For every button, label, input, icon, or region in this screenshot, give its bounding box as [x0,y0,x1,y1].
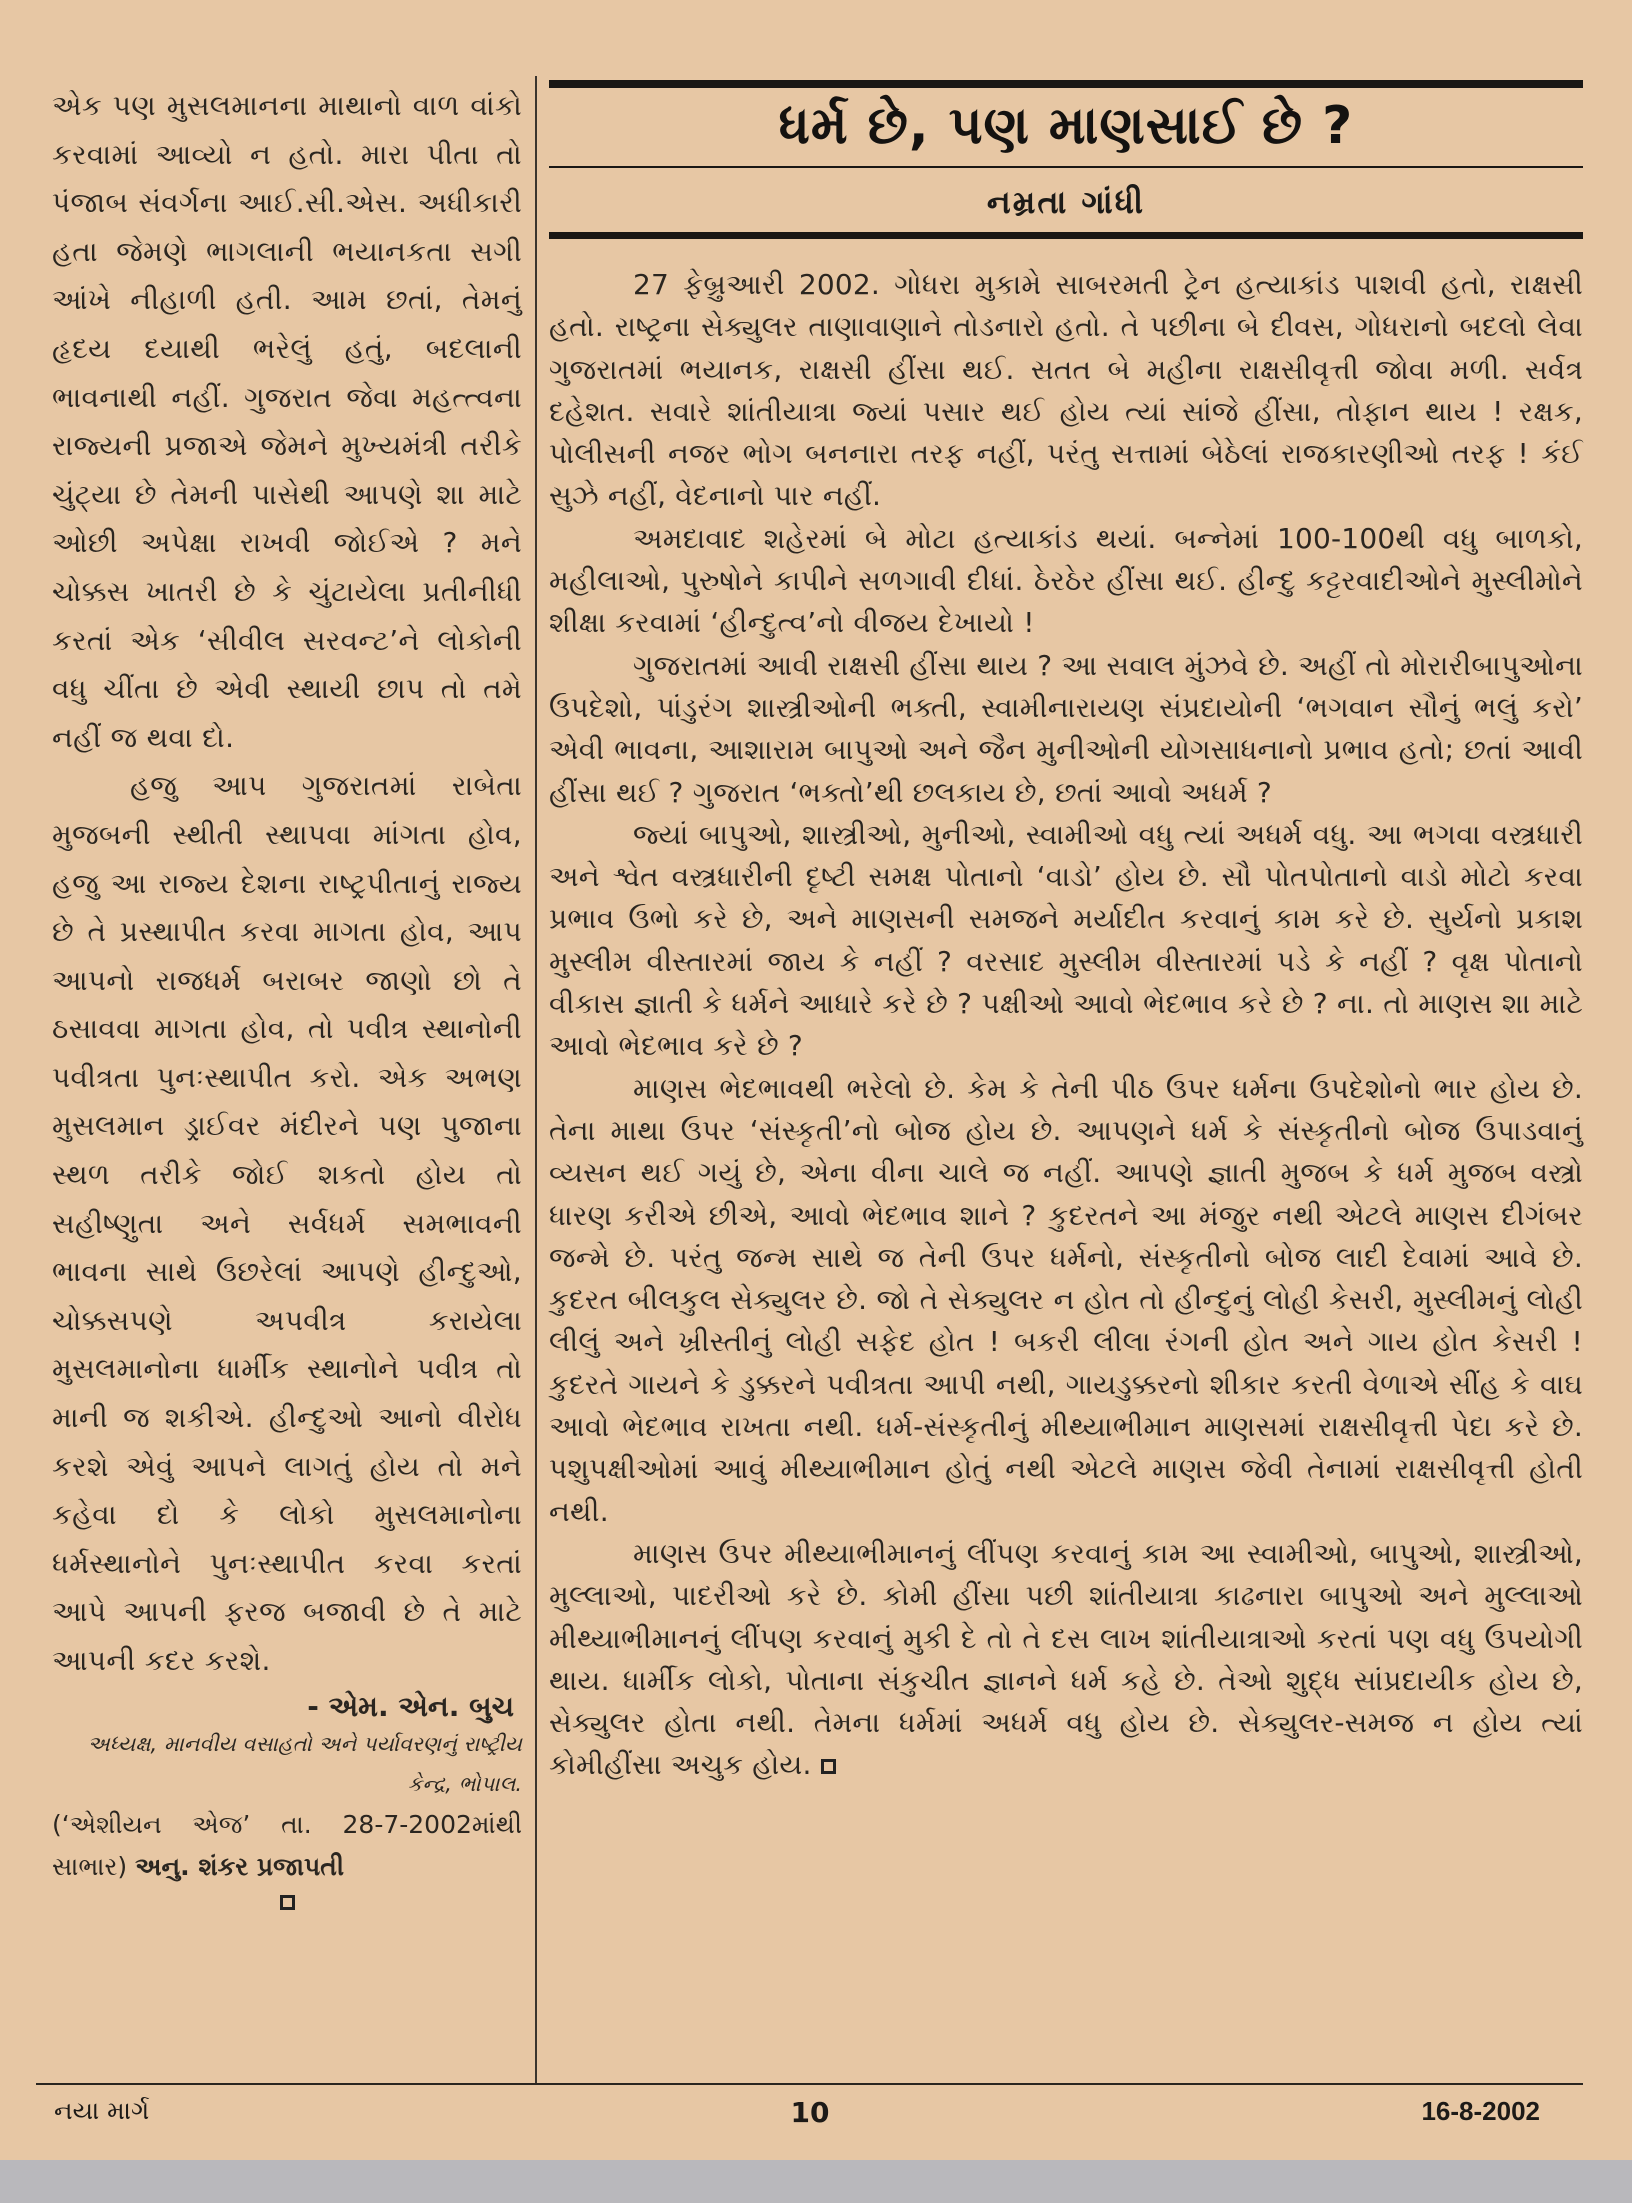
article-body [549,264,1583,1787]
article-paragraph-5: માણસ ભેદભાવથી ભરેલો છે. કેમ કે તેની પીઠ ઉપર ધર્મના ઉપદેશોનો ભાર હોય છે. તેના માથા ઉપર ‘સંસ્કૃતી’નો બોજ હોય છે. આપણને ધર્મ કે સંસ્કૃતીનો બોજ ઉપાડવાનું વ્યસન થઈ ગયું છે, એના વીના ચાલે જ નહીં. આપણે જ્ઞાતી મુજબ કે ધર્મ મુજબ વસ્ત્રો ધારણ કરીએ છીએ, આવો ભેદભાવ શાને ? કુદરતને આ મંજુર નથી એટલે માણસ દીગંબર જન્મે છે. પરંતુ જન્મ સાથે જ તેની ઉપર ધર્મનો, સંસ્કૃતીનો બોજ લાદી દેવામાં આવે છે. કુદરત બીલકુલ સેક્યુલર છે. જો તે સેક્યુલર ન હોત તો હીન્દુનું લોહી કેસરી, મુસ્લીમનું લોહી લીલું અને ખ્રીસ્તીનું લોહી સફેદ હોત ! બકરી લીલા રંગની હોત અને ગાય હોત કેસરી ! કુદરતે ગાયને કે ડુક્કરને પવીત્રતા આપી નથી, ગાયડુક્કરનો શીકાર કરતી વેળાએ સીંહ કે વાઘ આવો ભેદભાવ રાખતા નથી. ધર્મ-સંસ્કૃતીનું મીથ્યાભીમાન માણસમાં રાક્ષસીવૃત્તી પેદા કરે છે. પશુપક્ષીઓમાં આવું મીથ્યાભીમાન હોતું નથી એટલે માણસ જેવી તેનામાં રાક્ષસીવૃત્તી હોતી નથી. [549,1071,1583,1528]
end-square-icon [821,1759,836,1774]
column-divider [535,76,537,2083]
signature-affiliation: અધ્યક્ષ, માનવીય વસાહતો અને પર્યાવરણનું રાષ્ટ્રીય કેન્દ્ર, ભોપાલ. [87,1731,522,1796]
author-bottom-rule [549,232,1583,239]
footer-page-number: 10 [790,2096,830,2129]
title-top-rule [549,80,1583,88]
footer-publication: નયા માર્ગ [54,2096,150,2125]
end-square-icon [280,1895,295,1910]
letter-signature: - એમ. એન. બુચ [307,1689,514,1723]
left-paragraph-2: હજુ આપ ગુજરાતમાં રાબેતા મુજબની સ્થીતી સ્થાપવા માંગતા હોવ, હજુ આ રાજ્ય દેશના રાષ્ટ્રપીતાનું રાજ્ય છે તે પ્રસ્થાપીત કરવા માગતા હોવ, આપ આપનો રાજધર્મ બરાબર જાણો છો તે ઠસાવવા માગતા હોવ, તો પવીત્ર સ્થાનોની પવીત્રતા પુનઃસ્થાપીત કરો. એક અભણ મુસલમાન ડ્રાઈવર મંદીરને પણ પુજાના સ્થળ તરીકે જોઈ શકતો હોય તો સહીષ્ણુતા અને સર્વધર્મ સમભાવની ભાવના સાથે ઉછરેલાં આપણે હીન્દુઓ, ચોક્કસપણે અપવીત્ર કરાયેલા મુસલમાનોના ધાર્મીક સ્થાનોને પવીત્ર તો માની જ શકીએ. હીન્દુઓ આનો વીરોધ કરશે એવું આપને લાગતું હોય તો મને કહેવા દો કે લોકો મુસલમાનોના ધર્મસ્થાનોને પુનઃસ્થાપીત કરવા કરતાં આપે આપની ફરજ બજાવી છે તે માટે આપની કદર કરશે. [52,769,522,1677]
article-author: નમ્રતા ગાંધી [986,183,1146,221]
translator-credit: અનુ. શંકર પ્રજાપતી [135,1851,344,1881]
article-paragraph-6 [549,1533,1583,1787]
article-title: ધર્મ છે, પણ માણસાઈ છે ? [778,96,1354,156]
article-paragraph-3: ગુજરાતમાં આવી રાક્ષસી હીંસા થાય ? આ સવાલ મુંઝવે છે. અહીં તો મોરારીબાપુઓના ઉપદેશો, પાંડુરંગ શાસ્ત્રીઓની ભક્તી, સ્વામીનારાયણ સંપ્રદાયોની ‘ભગવાન સૌનું ભલું કરો’ એવી ભાવના, આશારામ બાપુઓ અને જૈન મુનીઓની યોગસાધનાનો પ્રભાવ હતો; છતાં આવી હીંસા થઈ ? ગુજરાત ‘ભક્તો’થી છલકાય છે, છતાં આવો અધર્મ ? [549,648,1583,809]
article-paragraph-6-text: માણસ ઉપર મીથ્યાભીમાનનું લીંપણ કરવાનું કામ આ સ્વામીઓ, બાપુઓ, શાસ્ત્રીઓ, મુલ્લાઓ, પાદરીઓ કરે છે. કોમી હીંસા પછી શાંતીયાત્રા કાઢનારા બાપુઓ અને મુલ્લાઓ મીથ્યાભીમાનનું લીંપણ કરવાનું મુકી દે તો તે દસ લાખ શાંતીયાત્રાઓ કરતાં પણ વધુ ઉપયોગી થાય. ધાર્મીક લોકો, પોતાના સંકુચીત જ્ઞાનને ધર્મ કહે છે. તેઓ શુદ્ધ સાંપ્રદાયીક હોય છે, સેક્યુલર હોતા નથી. તેમના ધર્મમાં અધર્મ વધુ હોય છે. સેક્યુલર-સમજ ન હોય ત્યાં કોમીહીંસા અચુક હોય. [549,1536,1583,1782]
source-text: (‘એશીયન એજ’ તા. 28-7-2002માંથી સાભાર) [52,1809,522,1881]
article-paragraph-1: 27 ફેબ્રુઆરી 2002. ગોધરા મુકામે સાબરમતી ટ્રેન હત્યાકાંડ પાશવી હતો, રાક્ષસી હતો. રાષ્ટ્રના સેક્યુલર તાણાવાણાને તોડનારો હતો. તે પછીના બે દીવસ, ગોધરાનો બદલો લેવા ગુજરાતમાં ભયાનક, રાક્ષસી હીંસા થઈ. સતત બે મહીના રાક્ષસીવૃત્તી જોવા મળી. સર્વત્ર દહેશત. સવારે શાંતીયાત્રા જ્યાં પસાર થઈ હોય ત્યાં સાંજે હીંસા, તોફાન થાય ! રક્ષક, પોલીસની નજર ભોગ બનનારા તરફ નહીં, પરંતુ સત્તામાં બેઠેલાં રાજકારણીઓ તરફ ! કંઈ સુઝે નહીં, વેદનાનો પાર નહીં. [549,268,1583,513]
title-divider-rule [549,166,1583,168]
article-paragraph-2: અમદાવાદ શહેરમાં બે મોટા હત્યાકાંડ થયાં. બન્નેમાં 100-100થી વધુ બાળકો, મહીલાઓ, પુરુષોને કાપીને સળગાવી દીધાં. ઠેરઠેર હીંસા થઈ. હીન્દુ કટ્ટરવાદીઓને મુસ્લીમોને શીક્ષા કરવામાં ‘હીન્દુત્વ’નો વીજય દેખાયો ! [549,521,1583,640]
article-paragraph-4: જ્યાં બાપુઓ, શાસ્ત્રીઓ, મુનીઓ, સ્વામીઓ વધુ ત્યાં અધર્મ વધુ. આ ભગવા વસ્ત્રધારી અને શ્વેત વસ્ત્રધારીની દૃષ્ટી સમક્ષ પોતાનો ‘વાડો’ હોય છે. સૌ પોતપોતાનો વાડો મોટો કરવા પ્રભાવ ઉભો કરે છે, અને માણસની સમજને મર્યાદીત કરવાનું કામ કરે છે. સુર્યનો પ્રકાશ મુસ્લીમ વીસ્તારમાં જાય કે નહીં ? વરસાદ મુસ્લીમ વીસ્તારમાં પડે કે નહીં ? વૃક્ષ પોતાનો વીકાસ જ્ઞાતી કે ધર્મને આધારે કરે છે ? પક્ષીઓ આવો ભેદભાવ કરે છે ? ના. તો માણસ શા માટે આવો ભેદભાવ કરે છે ? [549,817,1583,1063]
footer-rule [36,2083,1583,2085]
footer-date: 16-8-2002 [1421,2096,1540,2126]
scan-bottom-band [0,2160,1632,2203]
left-column [52,82,522,1911]
end-mark [52,1892,522,1911]
left-paragraph-1: એક પણ મુસલમાનના માથાનો વાળ વાંકો કરવામાં આવ્યો ન હતો. મારા પીતા તો પંજાબ સંવર્ગના આઈ.સી.એસ. અધીકારી હતા જેમણે ભાગલાની ભયાનકતા સગી આંખે નીહાળી હતી. આમ છતાં, તેમનું હૃદય દયાથી ભરેલું હતું, બદલાની ભાવનાથી નહીં. ગુજરાત જેવા મહત્ત્વના રાજ્યની પ્રજાએ જેમને મુખ્યમંત્રી તરીકે ચુંટ્યા છે તેમની પાસેથી આપણે શા માટે ઓછી અપેક્ષા રાખવી જોઈએ ? મને ચોક્કસ ખાતરી છે કે ચુંટાયેલા પ્રતીનીધી કરતાં એક ‘સીવીલ સરવન્ટ’ને લોકોની વધુ ચીંતા છે એવી સ્થાયી છાપ તો તમે નહીં જ થવા દો. [52,89,522,754]
source-credit [52,1804,522,1888]
